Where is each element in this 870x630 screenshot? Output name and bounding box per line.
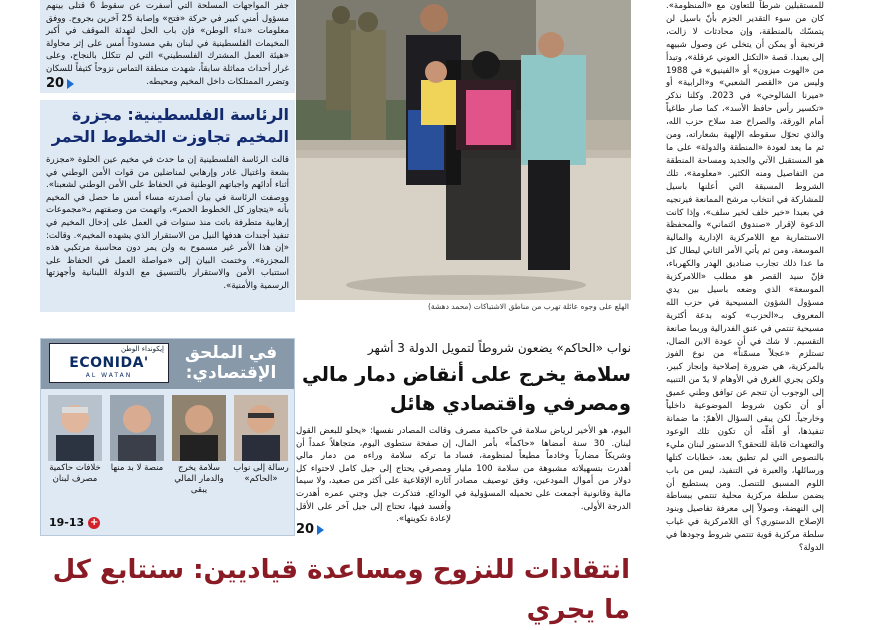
left-top-story	[40, 0, 295, 93]
logo-arabic-text: إيكونداء الوطن	[120, 345, 164, 353]
page-number: 20	[296, 522, 315, 537]
news-photo	[296, 0, 631, 300]
main-story-kicker: نواب «الحاكم» يضعون شروطاً لتمويل الدولة 3 أشهر	[367, 341, 631, 355]
econida-logo	[49, 343, 169, 383]
main-story-column-2: وقالت المصادر نفسها: «يحلو للبعض القول إن صفحة ستطوى اليوم، متجاهلاً عمداً أن ما تركه سلامة وراءه من دمار مالي ومصرفي يحتاج إلى جيل كامل لاحتواء كل آثاره الإقلاعية على أكثر من صعيد، ولا سيما الودائع. فتذكرت جيل وجني عمره أهدرت وأفسد فيها، تحتاج إلى جيل آخر على الأقل لإعادة تكوينها».	[296, 426, 451, 525]
page-margin	[840, 0, 870, 570]
economic-supplement-box[interactable]	[40, 338, 295, 536]
portrait-photo	[172, 395, 226, 461]
supplement-item-caption[interactable]: منصة لا بد منها	[110, 463, 164, 473]
portrait-1-illustration	[234, 395, 288, 461]
supplement-page-range[interactable]	[49, 516, 100, 529]
page-arrow-icon	[317, 525, 324, 535]
supplement-item-caption[interactable]: رسالة إلى نواب «الحاكم»	[233, 463, 289, 484]
portrait-3-illustration	[110, 395, 164, 461]
supplement-item-caption[interactable]: خلافات حاكمية مصرف لبنان	[49, 463, 101, 484]
palestinian-presidency-story	[40, 100, 295, 312]
palestinian-presidency-headline[interactable]: الرئاسة الفلسطينية: مجزرة المخيم تجاوزت الخطوط الحمر	[51, 105, 289, 146]
photo-caption: الهلع على وجوه عائلة تهرب من مناطق الاشتباكات (محمد دهشة)	[427, 302, 629, 311]
main-story-headline[interactable]: سلامة يخرج على أنقاض دمار مالي ومصرفي واقتصادي هائل	[301, 363, 631, 415]
supplement-item-caption[interactable]: سلامة يخرج والدمار المالي يبقى	[174, 463, 224, 495]
bottom-headline[interactable]: انتقادات للنزوح ومساعدة قياديين: سنتابع كل ما يجري	[52, 555, 630, 625]
portrait-photo	[48, 395, 102, 461]
portrait-4-illustration	[48, 395, 102, 461]
opinion-column-text: للمستقبلين شرطاً للتعاون مع «المنظومة». كان من سوء التقدير الجزم بأنّ باسيل لن يتمسّك بالمنطقة، وإن محادثات لا زالت، فرنجية أو يمكن أن يتخلى عن وصول شبيهه إلى بعبدا. قصة «التكتل العوني عرقلة»، وتبدأ من «الهوت ميزون» أو «الفينيق» في 1988 وليس من «القصر الشعبي» و«الرابية» أو «ميرنا الشالوحي» في 2023. وكلنا نذكر «تكسير رأس حافظ الأسد»، كما صار طاغياً أمام الورقة، والصراخ ضد سلاح حزب الله، والذي تحوّل سقوطه الإلهية بشعاراته، ومن ثم ما يعد لعودة «المنطقة والدولة» على ما هو المستقبل الآتي والجديد ومساحة المنطقة من التفاصيل ومنه الكثير. «معلومة»، تلك الشروط المسبقة التي أعلنها باسيل للمشاركة في انتخاب مرشح الممانعة فيرنجيه في بعبدا «خير خلف لخير سلف»، وإذا كانت الدعوة لإقرار «صندوق ائتماني» والمحفظة الاستثمارية مع اللامركزية الإدارية والمالية الموسعة، ومن ثم يأتي الأمر الثاني ليطال كل ما عدا ذلك تجارب صناديق الهدر والكهرباء، فإنّ سيد القصر هو مطلب «اللامركزية الموسعة» الذي وضعه باسيل بين يدي مسؤول الشؤون المسيحية في حزب الله المعروف بـ«الحزب» كونه بدعة أكثرية مسيحية تنتمي في عنق الفدرالية وربما صانعة التقسيم. لا شك في أن عودة الابن الضال، تستلزم «عجلاً مسمّناً» من نوع الفوز بالمركزية، هي ضرورة إصلاحية وإنجاز كبير، ولكن يجري الغرق في الأوهام لا يدّ من التنبيه إلى الوجوب أن تنجم عن توافق وطني عميق أو أن تكون شروط الموضوعية داخلياً وخارجياً. لكن يبقى السؤال الأهمّ: ما ضمانة تنفيذها، أو أقلّه أن تكون تلك الوعود والتعهدات قابلة للتحقق؟ الدستور لبنان مليء بالنصوص التي لم تطبق بعد، خطابات كتلها ورسائلها، والعبرة في التنفيذ، ليس من باب اللوم المسبق للتنصل. ومن يستطيع أن يضمن سلطة مركزية محلية تنتمي ببساطة إلى النهضة، وصولاً إلى معرفة تفاصيل وبنود الإصلاح الدستوري؟ أي اللامركزية في غياب سلطة مركزية قوية تنتمي شروط وجودها في الدولة؟	[666, 1, 824, 554]
opinion-column	[662, 0, 828, 570]
supplement-pages-text: 19-13	[49, 516, 85, 529]
portrait-photo	[110, 395, 164, 461]
palestinian-presidency-text: قالت الرئاسة الفلسطينية إن ما حدث في مخيم عين الحلوة «مجزرة بشعة واغتيال غادر وإرهابي لمناضلين من قوات الأمن الوطني في أثناء أدائهم واجباتهم الوطنية في الحفاظ على الأمن الوطني لشعبنا». ووصفت الرئاسة في بيان أصدرته مساء أمس ما حصل في المخيم بأنه «يتجاوز كل الخطوط الحمر»، واتهمت من وصفتهم بـ«مجموعات إرهابية متطرفة باتت منذ سنوات في العمل على إدخال المخيم في تنفيذ أجندات هدفها النيل من الاستقرار الذي يشهده المخيم». وقالت: «إن هذا الأمر غير مسموح به ولن يمر دون محاسبة مرتكبي هذه المجزرة». وختمت البيان إلى «مواصلة العمل في الحفاظ على استتباب الأمن والاستقرار بالتنسيق مع الدولة اللبنانية وأجهزتها الرسمية والأمنية».	[46, 155, 289, 291]
portrait-2-illustration	[172, 395, 226, 461]
portrait-photo	[234, 395, 288, 461]
main-story-page-ref[interactable]	[296, 522, 324, 537]
logo-main-text: ECONIDA'	[69, 355, 149, 371]
logo-sub-text: AL WATAN	[85, 372, 133, 379]
page-arrow-icon	[67, 79, 74, 89]
plus-icon: +	[89, 516, 99, 528]
family-fleeing-photo-illustration	[296, 0, 631, 300]
main-story-column-1: اليوم، هو الأخير لرياض سلامة في حاكمية مصرف لبنان. 30 سنة أمضاها «حاكماً» بأمر المال، وشريكاً مضارباً وخادماً مطيعاً لمنظومة، فساد أهدرت بتسهيلاته مشبوهة من سلامة 100 مليار دولار من أموال المودعين، وفق توصيف مصادر مالية وقانونية أجمعت على تحميله المسؤولية في الدرجة الأولى.	[455, 426, 631, 512]
supplement-title: في الملحق الإقتصادي:	[184, 343, 278, 383]
left-top-story-text: جفر المواجهات المسلحة التي أسفرت عن سقوط 6 قتلى بينهم مسؤول أمني كبير في حركة «فتح» وإصابة 25 آخرين بجروح. ووفق معلومات «نداء الوطن» فإن باب الحل لتهدئة الموقف في أكبر المخيمات الفلسطينية في لبنان بقي مسدوداً أمس على إثر محاولة «هيئة العمل المشترك الفلسطيني» التي لم تتكلل بالنجاح، وعلى غرار أحداث مماثلة سابقاً، شهدت منطقة التماس نزوحاً كثيفاً للسكان وتضرر الممتلكات داخل المخيم ومحيطه.	[46, 1, 289, 87]
page-number: 20	[46, 76, 65, 91]
